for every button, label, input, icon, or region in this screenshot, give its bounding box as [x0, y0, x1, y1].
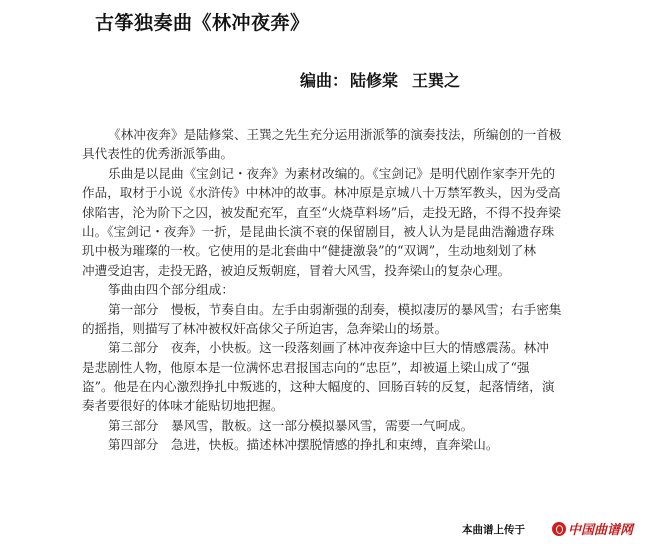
article-body — [82, 125, 612, 455]
body-line: 奏者要很好的体味才能贴切地把握。 — [82, 398, 284, 414]
body-line: 玑中极为璀璨的一枚。它使用的是北套曲中“健捷激袅”的“双调”，生动地刻划了林 — [82, 243, 536, 259]
logo-icon — [552, 522, 566, 536]
body-line: 筝曲由四个部分组成： — [108, 282, 234, 298]
logo-text: 中国曲谱网 — [568, 523, 634, 538]
upload-notice: 本曲谱上传于 — [462, 524, 525, 536]
body-line: 是悲剧性人物，他原本是一位满怀忠君报国志向的“忠臣”，却被逼上梁山成了“强 — [82, 359, 530, 375]
byline-label: 编曲： — [300, 71, 349, 90]
body-line: 第四部分 急进，快板。描述林冲摆脱情感的挣扎和束缚，直奔梁山。 — [108, 437, 499, 453]
body-line: 俅陷害，沦为阶下之囚，被发配充军，直至“火烧草料场”后，走投无路，不得不投奔梁 — [82, 204, 561, 220]
body-line: 具代表性的优秀浙派筝曲。 — [82, 146, 234, 162]
author-name: 王巽之 — [412, 71, 461, 90]
body-line: 第三部分 暴风雪，散板。这一部分模拟暴风雪，需要一气呵成。 — [108, 417, 474, 433]
page-title: 古筝独奏曲《林冲夜奔》 — [95, 12, 310, 34]
body-line: 《林冲夜奔》是陆修棠、王巽之先生充分运用浙派筝的演奏技法，所编创的一首极 — [108, 127, 562, 142]
author-name: 陆修棠 — [350, 71, 399, 90]
body-line: 的摇指，则描写了林冲被权奸高俅父子所迫害，急奔梁山的场景。 — [82, 320, 448, 336]
site-logo[interactable] — [552, 519, 633, 538]
arranger-byline — [300, 68, 460, 91]
body-line: 作品，取材于小说《水浒传》中林冲的故事。林冲原是京城八十万禁军教头，因为受高 — [82, 185, 561, 201]
body-line: 第一部分 慢板，节奏自由。左手由弱渐强的刮奏，模拟凄厉的暴风雪；右手密集 — [108, 301, 562, 317]
body-line: 第二部分 夜奔，小快板。这一段落刻画了林冲夜奔途中巨大的情感震荡。林冲 — [108, 340, 549, 356]
body-line: 乐曲是以昆曲《宝剑记・夜奔》为素材改编的。《宝剑记》是明代剧作家李开先的 — [108, 165, 556, 181]
body-line: 冲遭受迫害，走投无路，被迫反叛朝庭，冒着大风雪，投奔梁山的复杂心理。 — [82, 262, 511, 278]
body-line: 山。《宝剑记・夜奔》一折，是昆曲长演不衰的保留剧目，被人认为是昆曲浩瀚遗存珠 — [82, 223, 555, 239]
body-line: 盗”。他是在内心激烈挣扎中叛逃的，这种大幅度的、回肠百转的反复，起落情绪，演 — [82, 379, 555, 395]
